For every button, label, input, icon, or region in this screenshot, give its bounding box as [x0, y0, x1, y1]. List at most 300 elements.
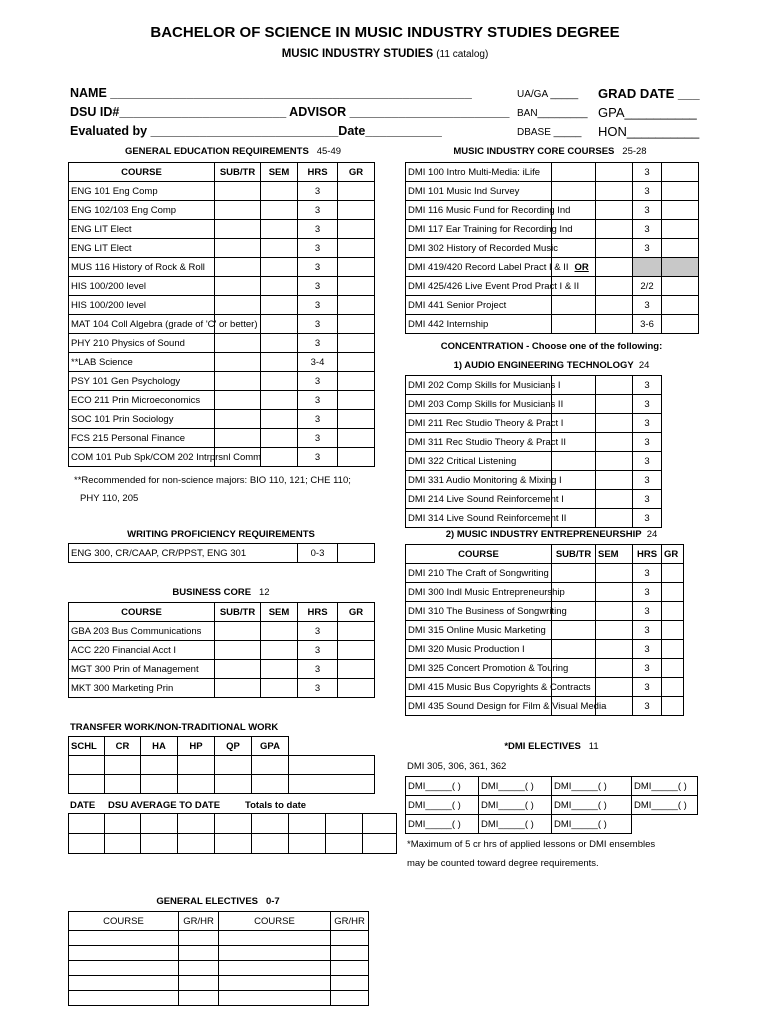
hon-field[interactable]: HON__________: [598, 124, 700, 139]
entry-cell[interactable]: [215, 353, 261, 372]
table-row: [406, 277, 699, 296]
column-header: GR: [662, 545, 684, 564]
entry-cell[interactable]: [261, 315, 298, 334]
transfer-cell[interactable]: [105, 775, 141, 794]
column-header: SUB/TR: [215, 603, 261, 622]
entry-cell[interactable]: [215, 201, 261, 220]
table-row: [69, 991, 369, 1006]
entry-cell[interactable]: [596, 277, 633, 296]
table-row: [69, 448, 375, 467]
grade-cell[interactable]: [662, 201, 699, 220]
entry-cell[interactable]: [215, 334, 261, 353]
dmi-elective-slot[interactable]: DMI_____( ): [552, 777, 632, 796]
table-row: [69, 756, 375, 775]
course-name: FCS 215 Personal Finance: [69, 429, 215, 448]
grade-cell[interactable]: [338, 679, 375, 698]
transfer-cell[interactable]: [252, 775, 289, 794]
entry-cell[interactable]: [596, 678, 633, 697]
avg-cell[interactable]: [215, 814, 252, 834]
avg-cell[interactable]: [69, 834, 105, 854]
entry-cell[interactable]: [596, 452, 633, 471]
entry-cell[interactable]: [552, 564, 596, 583]
grade-cell[interactable]: [338, 296, 375, 315]
grade-cell[interactable]: [662, 564, 684, 583]
table-row: [69, 372, 375, 391]
avg-cell[interactable]: [178, 814, 215, 834]
dbase-field[interactable]: DBASE _____: [517, 127, 582, 138]
table-row: [69, 961, 369, 976]
avg-cell[interactable]: [141, 834, 178, 854]
elective-cell[interactable]: [179, 961, 219, 976]
entry-cell[interactable]: [215, 641, 261, 660]
entry-cell[interactable]: [261, 239, 298, 258]
transfer-cell[interactable]: [105, 756, 141, 775]
course-hours: 3: [298, 660, 338, 679]
elective-cell[interactable]: [331, 991, 369, 1006]
table-row: [406, 433, 662, 452]
elective-cell[interactable]: [331, 946, 369, 961]
gpa-field[interactable]: GPA__________: [598, 105, 697, 120]
entry-cell[interactable]: [215, 277, 261, 296]
concentration-heading: CONCENTRATION - Choose one of the following:: [440, 341, 663, 352]
elective-cell[interactable]: [219, 976, 331, 991]
writing-hrs: 0-3: [298, 544, 338, 563]
grade-cell[interactable]: [338, 315, 375, 334]
grade-cell[interactable]: [662, 583, 684, 602]
gen-ed-heading: [68, 146, 398, 157]
course-hours: [633, 258, 662, 277]
spacer: [289, 737, 375, 756]
course-hours: 3: [633, 201, 662, 220]
entry-cell[interactable]: [596, 640, 633, 659]
entry-cell[interactable]: [261, 220, 298, 239]
course-hours: 3: [298, 679, 338, 698]
dmi-electives-table: [405, 776, 698, 834]
entry-cell[interactable]: [261, 448, 298, 467]
course-hours: 3: [633, 163, 662, 182]
grade-cell[interactable]: [338, 334, 375, 353]
entry-cell[interactable]: [261, 201, 298, 220]
gen-ed-note-cont: PHY 110, 205: [80, 493, 139, 504]
entry-cell[interactable]: [215, 410, 261, 429]
grade-cell[interactable]: [662, 239, 699, 258]
entry-cell[interactable]: [215, 429, 261, 448]
dmi-elective-slot[interactable]: DMI_____( ): [479, 815, 552, 834]
column-header: HRS: [633, 545, 662, 564]
grade-cell[interactable]: [338, 182, 375, 201]
table-row: [69, 353, 375, 372]
transfer-cell[interactable]: [215, 756, 252, 775]
course-name: MAT 104 Coll Algebra (grade of 'C' or better): [69, 315, 215, 334]
entry-cell[interactable]: [261, 277, 298, 296]
totals-label: Totals to date: [245, 800, 307, 811]
course-name: DMI 311 Rec Studio Theory & Pract II: [406, 433, 552, 452]
dmi-elective-slot[interactable]: DMI_____( ): [479, 796, 552, 815]
entry-cell[interactable]: [596, 659, 633, 678]
transfer-cell[interactable]: [178, 775, 215, 794]
evaluated-by-field[interactable]: Evaluated by ___________________________Date___________: [70, 124, 442, 138]
column-header: SEM: [261, 163, 298, 182]
entry-cell[interactable]: [261, 391, 298, 410]
name-field[interactable]: NAME ____________________________________________________: [70, 86, 472, 100]
or-label: OR: [574, 261, 589, 273]
transfer-cell[interactable]: [252, 756, 289, 775]
course-name: DMI 315 Online Music Marketing: [406, 621, 552, 640]
grade-cell[interactable]: [662, 697, 684, 716]
entry-cell[interactable]: [215, 679, 261, 698]
grade-cell[interactable]: [338, 201, 375, 220]
table-row: [406, 490, 662, 509]
course-name: ENG 101 Eng Comp: [69, 182, 215, 201]
grade-cell[interactable]: [662, 640, 684, 659]
elective-cell[interactable]: [219, 931, 331, 946]
grade-cell[interactable]: [338, 622, 375, 641]
avg-cell[interactable]: [252, 814, 289, 834]
elective-cell[interactable]: [69, 961, 179, 976]
dmi-elective-slot[interactable]: DMI_____( ): [552, 796, 632, 815]
course-name: DMI 441 Senior Project: [406, 296, 552, 315]
entry-cell[interactable]: [552, 640, 596, 659]
entry-cell[interactable]: [596, 239, 633, 258]
elective-cell[interactable]: [219, 946, 331, 961]
table-row: [69, 277, 375, 296]
entry-cell[interactable]: [261, 372, 298, 391]
course-name: GBA 203 Bus Communications: [69, 622, 215, 641]
grade-cell[interactable]: [662, 602, 684, 621]
table-row: [69, 775, 375, 794]
grade-cell[interactable]: [338, 641, 375, 660]
entry-cell[interactable]: [596, 258, 633, 277]
elective-cell[interactable]: [69, 931, 179, 946]
entry-cell[interactable]: [215, 239, 261, 258]
grade-cell[interactable]: [338, 353, 375, 372]
entry-cell[interactable]: [261, 353, 298, 372]
elective-cell[interactable]: [219, 961, 331, 976]
entry-cell[interactable]: [596, 490, 633, 509]
grade-cell[interactable]: [662, 163, 699, 182]
column-header: SUB/TR: [215, 163, 261, 182]
entry-cell[interactable]: [215, 391, 261, 410]
ent-title: 2) MUSIC INDUSTRY ENTREPRENEURSHIP: [445, 529, 642, 540]
table-row: [406, 659, 684, 678]
dmi-elective-slot[interactable]: DMI_____( ): [406, 796, 479, 815]
grade-cell[interactable]: [662, 277, 699, 296]
elective-cell[interactable]: [331, 961, 369, 976]
writing-course: ENG 300, CR/CAAP, CR/PPST, ENG 301: [69, 544, 298, 563]
course-name: [406, 258, 589, 277]
course-hours: 3: [633, 296, 662, 315]
uaga-field[interactable]: UA/GA _____: [517, 89, 579, 100]
table-row: [406, 678, 684, 697]
dsu-average-label: DSU AVERAGE TO DATE: [108, 800, 221, 811]
course-name: DMI 442 Internship: [406, 315, 552, 334]
course-hours: 3: [298, 334, 338, 353]
entry-cell[interactable]: [552, 315, 596, 334]
audio-table: [405, 375, 662, 528]
table-row: [406, 163, 699, 182]
entry-cell[interactable]: [596, 182, 633, 201]
elective-cell[interactable]: [69, 946, 179, 961]
gen-ed-table: [68, 162, 375, 467]
column-header: HP: [178, 737, 215, 756]
entry-cell[interactable]: [261, 258, 298, 277]
avg-cell[interactable]: [289, 834, 326, 854]
table-row: [406, 452, 662, 471]
table-row: [406, 296, 699, 315]
entry-cell[interactable]: [215, 372, 261, 391]
grad-date-field[interactable]: GRAD DATE ___: [598, 86, 700, 101]
avg-cell[interactable]: [69, 814, 105, 834]
entry-cell[interactable]: [596, 315, 633, 334]
table-row: [69, 814, 397, 834]
column-header: COURSE: [69, 912, 179, 931]
grade-cell[interactable]: [662, 296, 699, 315]
avg-cell[interactable]: [105, 814, 141, 834]
transfer-cell[interactable]: [289, 775, 375, 794]
table-row: [69, 679, 375, 698]
elective-cell[interactable]: [219, 991, 331, 1006]
table-row: [406, 201, 699, 220]
page-subtitle: [0, 48, 770, 60]
avg-cell[interactable]: [215, 834, 252, 854]
course-name: MGT 300 Prin of Management: [69, 660, 215, 679]
avg-cell[interactable]: [363, 834, 397, 854]
transfer-cell[interactable]: [215, 775, 252, 794]
gen-electives-header-row: [69, 912, 369, 931]
table-row: [69, 296, 375, 315]
table-row: [406, 414, 662, 433]
grade-cell[interactable]: [338, 544, 375, 563]
dmi-electives-hours: 11: [588, 741, 599, 752]
entry-cell[interactable]: [261, 182, 298, 201]
entry-cell[interactable]: [596, 220, 633, 239]
course-hours: 3: [633, 433, 662, 452]
grade-cell[interactable]: [338, 660, 375, 679]
entry-cell[interactable]: [596, 433, 633, 452]
entry-cell[interactable]: [596, 414, 633, 433]
entry-cell[interactable]: [552, 296, 596, 315]
entry-cell[interactable]: [261, 641, 298, 660]
course-name: DMI 419/420 Record Label Pract I & II: [408, 261, 569, 273]
entry-cell[interactable]: [596, 564, 633, 583]
course-hours: 3: [298, 622, 338, 641]
entry-cell[interactable]: [261, 679, 298, 698]
entry-cell[interactable]: [596, 621, 633, 640]
course-name: COM 101 Pub Spk/COM 202 Intrprsnl Comm: [69, 448, 215, 467]
course-name: DMI 214 Live Sound Reinforcement I: [406, 490, 552, 509]
grade-cell[interactable]: [338, 258, 375, 277]
entry-cell[interactable]: [215, 660, 261, 679]
entry-cell[interactable]: [552, 182, 596, 201]
course-hours: 3: [633, 239, 662, 258]
grade-cell[interactable]: [662, 659, 684, 678]
entry-cell[interactable]: [261, 334, 298, 353]
course-hours: 3: [298, 296, 338, 315]
table-row: [69, 410, 375, 429]
entry-cell[interactable]: [552, 163, 596, 182]
grade-cell[interactable]: [338, 410, 375, 429]
dmi-elective-slot[interactable]: DMI_____( ): [552, 815, 632, 834]
table-row: [69, 946, 369, 961]
entry-cell[interactable]: [596, 509, 633, 528]
entry-cell[interactable]: [596, 201, 633, 220]
table-row: [406, 777, 698, 796]
elective-cell[interactable]: [331, 976, 369, 991]
entry-cell[interactable]: [596, 376, 633, 395]
course-name: MUS 116 History of Rock & Roll: [69, 258, 215, 277]
elective-cell[interactable]: [69, 976, 179, 991]
gen-electives-heading: [68, 896, 368, 907]
avg-cell[interactable]: [178, 834, 215, 854]
entry-cell[interactable]: [215, 622, 261, 641]
course-name: DMI 202 Comp Skills for Musicians I: [406, 376, 552, 395]
grade-cell[interactable]: [338, 391, 375, 410]
table-row: [406, 471, 662, 490]
grade-cell[interactable]: [662, 258, 699, 277]
column-header: SEM: [261, 603, 298, 622]
transfer-cell[interactable]: [289, 756, 375, 775]
column-header: GR/HR: [179, 912, 219, 931]
course-name: DMI 425/426 Live Event Prod Pract I & II: [406, 277, 552, 296]
column-header: SUB/TR: [552, 545, 596, 564]
course-name: PHY 210 Physics of Sound: [69, 334, 215, 353]
dmi-elective-slot[interactable]: DMI_____( ): [632, 777, 698, 796]
page-title: BACHELOR OF SCIENCE IN MUSIC INDUSTRY STUDIES DEGREE: [150, 24, 620, 41]
transfer-cell[interactable]: [141, 775, 178, 794]
entry-cell[interactable]: [261, 622, 298, 641]
entry-cell[interactable]: [552, 621, 596, 640]
date-label: DATE: [70, 800, 96, 811]
course-hours: 3: [298, 429, 338, 448]
course-name: DMI 210 The Craft of Songwriting: [406, 564, 552, 583]
grade-cell[interactable]: [338, 429, 375, 448]
entry-cell[interactable]: [552, 239, 596, 258]
business-title: BUSINESS CORE: [172, 587, 252, 598]
entry-cell[interactable]: [596, 602, 633, 621]
course-name: HIS 100/200 level: [69, 277, 215, 296]
course-name: DMI 314 Live Sound Reinforcement II: [406, 509, 552, 528]
course-hours: 3: [298, 220, 338, 239]
column-header: GR: [338, 603, 375, 622]
dmi-electives-list: DMI 305, 306, 361, 362: [407, 761, 507, 772]
entry-cell[interactable]: [215, 182, 261, 201]
entry-cell[interactable]: [215, 296, 261, 315]
column-header: GR/HR: [331, 912, 369, 931]
entry-cell[interactable]: [261, 429, 298, 448]
column-header: HRS: [298, 163, 338, 182]
course-hours: 3: [298, 277, 338, 296]
grade-cell[interactable]: [338, 372, 375, 391]
avg-cell[interactable]: [252, 834, 289, 854]
table-row: [69, 258, 375, 277]
transfer-cell[interactable]: [69, 756, 105, 775]
elective-cell[interactable]: [69, 991, 179, 1006]
table-row: [69, 334, 375, 353]
entry-cell[interactable]: [596, 471, 633, 490]
transfer-cell[interactable]: [69, 775, 105, 794]
entrepreneurship-table: [405, 544, 684, 716]
table-row: [406, 640, 684, 659]
avg-cell[interactable]: [105, 834, 141, 854]
entry-cell[interactable]: [596, 163, 633, 182]
dmi-electives-title: *DMI ELECTIVES: [504, 741, 581, 752]
table-row: [69, 239, 375, 258]
grade-cell[interactable]: [662, 220, 699, 239]
column-header: SEM: [596, 545, 633, 564]
dmi-elective-slot[interactable]: DMI_____( ): [406, 777, 479, 796]
transfer-heading: TRANSFER WORK/NON-TRADITIONAL WORK: [70, 722, 279, 733]
writing-table: [68, 543, 375, 563]
entry-cell[interactable]: [261, 296, 298, 315]
dmi-elective-slot[interactable]: DMI_____( ): [632, 796, 698, 815]
grade-cell[interactable]: [338, 220, 375, 239]
transfer-cell[interactable]: [178, 756, 215, 775]
grade-cell[interactable]: [338, 448, 375, 467]
course-name: DMI 322 Critical Listening: [406, 452, 552, 471]
course-name: ENG 102/103 Eng Comp: [69, 201, 215, 220]
avg-cell[interactable]: [326, 834, 363, 854]
grade-cell[interactable]: [338, 277, 375, 296]
entry-cell[interactable]: [261, 410, 298, 429]
gen-ed-note: **Recommended for non-science majors: BIO 110, 121; CHE 110;: [74, 475, 351, 486]
course-hours: 3: [298, 410, 338, 429]
elective-cell[interactable]: [179, 991, 219, 1006]
avg-cell[interactable]: [141, 814, 178, 834]
gen-ed-header-row: [69, 163, 375, 182]
gen-ed-hours: 45-49: [316, 146, 342, 157]
course-hours: 3: [633, 583, 662, 602]
table-row: [406, 509, 662, 528]
dmi-elective-slot[interactable]: [632, 815, 698, 834]
subtitle-catalog: (11 catalog): [436, 49, 489, 60]
dsu-advisor-field[interactable]: DSU ID#________________________ ADVISOR _______________________: [70, 105, 510, 119]
avg-cell[interactable]: [289, 814, 326, 834]
entry-cell[interactable]: [596, 296, 633, 315]
grade-cell[interactable]: [662, 315, 699, 334]
entry-cell[interactable]: [215, 220, 261, 239]
column-header: COURSE: [219, 912, 331, 931]
course-hours: 3: [633, 182, 662, 201]
dmi-elective-slot[interactable]: DMI_____( ): [479, 777, 552, 796]
avg-cell[interactable]: [363, 814, 397, 834]
grade-cell[interactable]: [662, 621, 684, 640]
entry-cell[interactable]: [261, 660, 298, 679]
course-name: DMI 310 The Business of Songwriting: [406, 602, 552, 621]
entry-cell[interactable]: [215, 258, 261, 277]
grade-cell[interactable]: [338, 239, 375, 258]
transfer-table: [68, 736, 375, 794]
table-row: [406, 697, 684, 716]
entry-cell[interactable]: [596, 395, 633, 414]
ban-field[interactable]: BAN_________: [517, 108, 588, 119]
entry-cell[interactable]: [552, 452, 596, 471]
course-hours: 2/2: [633, 277, 662, 296]
grade-cell[interactable]: [662, 182, 699, 201]
elective-cell[interactable]: [179, 931, 219, 946]
avg-cell[interactable]: [326, 814, 363, 834]
table-row: [69, 220, 375, 239]
entry-cell[interactable]: [596, 583, 633, 602]
transfer-header-row: [69, 737, 375, 756]
elective-cell[interactable]: [331, 931, 369, 946]
course-name: DMI 300 Indl Music Entrepreneurship: [406, 583, 552, 602]
elective-cell[interactable]: [179, 946, 219, 961]
grade-cell[interactable]: [662, 678, 684, 697]
transfer-cell[interactable]: [141, 756, 178, 775]
dmi-elective-slot[interactable]: DMI_____( ): [406, 815, 479, 834]
table-row: [69, 544, 375, 563]
elective-cell[interactable]: [179, 976, 219, 991]
